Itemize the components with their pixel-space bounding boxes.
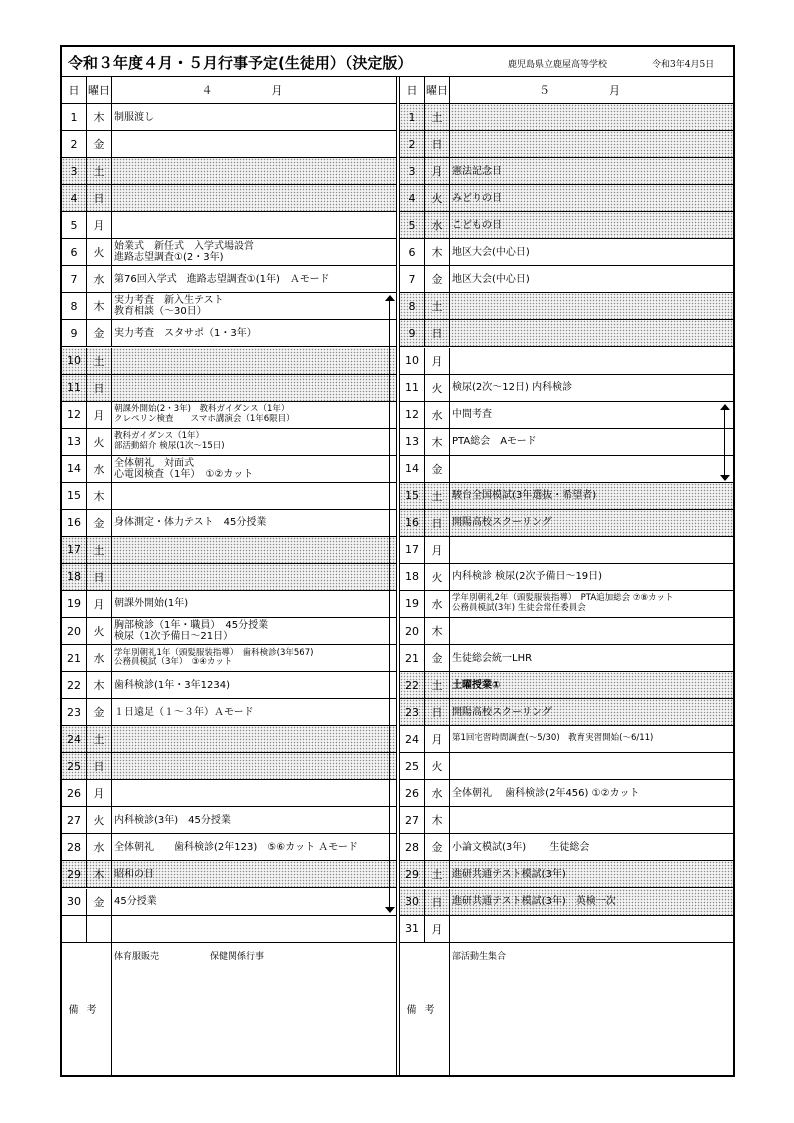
event-text: 全体朝礼 歯科検診(2年456) ①②カット bbox=[452, 787, 640, 799]
event-text bbox=[114, 185, 394, 211]
event-text bbox=[452, 537, 731, 563]
weekday: 水 bbox=[87, 834, 112, 860]
day-number: 6 bbox=[400, 239, 425, 265]
weekday: 金 bbox=[425, 456, 450, 482]
day-number: 21 bbox=[62, 645, 87, 671]
event-text: 検尿(2次～12日) 内科検診 bbox=[452, 382, 573, 394]
weekday: 火 bbox=[87, 807, 112, 833]
table-row bbox=[62, 753, 396, 780]
table-row bbox=[62, 672, 396, 699]
day-number: 20 bbox=[62, 618, 87, 644]
event-text: 制服渡し bbox=[114, 111, 154, 123]
table-row bbox=[400, 131, 733, 158]
table-row bbox=[400, 104, 733, 131]
table-row bbox=[400, 618, 733, 645]
day-number: 14 bbox=[62, 456, 87, 482]
weekday: 金 bbox=[425, 645, 450, 671]
day-number: 29 bbox=[400, 861, 425, 887]
table-row bbox=[400, 158, 733, 185]
weekday: 水 bbox=[87, 456, 112, 482]
event-text: 胸部検診（1年・職員） 45分授業 検尿（1次予備日～21日） bbox=[114, 620, 269, 643]
remarks-section bbox=[62, 943, 396, 1075]
table-row bbox=[400, 834, 733, 861]
day-number: 19 bbox=[62, 591, 87, 617]
event-text bbox=[114, 780, 394, 806]
weekday: 火 bbox=[87, 429, 112, 455]
day-number: 26 bbox=[62, 780, 87, 806]
event-text: 実力考査 スタサポ（1・3年） bbox=[114, 327, 257, 339]
day-number: 8 bbox=[400, 293, 425, 319]
event-text: 歯科検診(1年・3年1234) bbox=[114, 679, 230, 691]
weekday: 水 bbox=[87, 645, 112, 671]
event-text bbox=[114, 375, 394, 401]
day-number: 4 bbox=[400, 185, 425, 211]
weekday: 木 bbox=[425, 239, 450, 265]
day-number: 10 bbox=[400, 348, 425, 374]
event-text: みどりの日 bbox=[452, 192, 502, 204]
day-number: 3 bbox=[62, 158, 87, 184]
event-text bbox=[452, 131, 731, 157]
month-header: ４ 月 bbox=[201, 83, 307, 97]
event-text: 中間考査 bbox=[452, 409, 492, 421]
event-text bbox=[452, 293, 731, 319]
event-text: 内科検診 検尿(2次予備日～19日) bbox=[452, 571, 603, 583]
day-number: 17 bbox=[62, 537, 87, 563]
weekday: 火 bbox=[87, 239, 112, 265]
weekday: 日 bbox=[425, 889, 450, 915]
table-row bbox=[62, 429, 396, 456]
weekday: 月 bbox=[425, 158, 450, 184]
table-row bbox=[400, 672, 733, 699]
month-header: ５ 月 bbox=[539, 83, 644, 97]
table-row bbox=[62, 591, 396, 618]
weekday: 水 bbox=[425, 591, 450, 617]
table-row bbox=[400, 537, 733, 564]
weekday-header: 曜日 bbox=[425, 77, 450, 103]
weekday: 木 bbox=[87, 672, 112, 698]
table-row bbox=[400, 510, 733, 537]
event-text bbox=[452, 320, 731, 346]
table-row bbox=[400, 889, 733, 916]
remarks-note: 保健関係行事 bbox=[210, 951, 265, 962]
day-number: 22 bbox=[62, 672, 87, 698]
weekday: 月 bbox=[87, 780, 112, 806]
day-number: 17 bbox=[400, 537, 425, 563]
table-row bbox=[62, 510, 396, 537]
weekday: 月 bbox=[425, 537, 450, 563]
table-row bbox=[62, 916, 396, 943]
table-row bbox=[62, 266, 396, 293]
day-number: 5 bbox=[400, 212, 425, 238]
weekday: 日 bbox=[425, 320, 450, 346]
weekday: 土 bbox=[87, 348, 112, 374]
table-row bbox=[62, 726, 396, 753]
event-text bbox=[452, 807, 731, 833]
table-row bbox=[62, 212, 396, 239]
table-row bbox=[62, 320, 396, 347]
day-number: 2 bbox=[62, 131, 87, 157]
event-text: 地区大会(中心日) bbox=[452, 273, 530, 285]
day-number: 30 bbox=[400, 889, 425, 915]
table-row bbox=[400, 807, 733, 834]
weekday: 火 bbox=[425, 375, 450, 401]
period-arrow-icon bbox=[385, 295, 395, 913]
day-number: 27 bbox=[62, 807, 87, 833]
day-number: 22 bbox=[400, 672, 425, 698]
period-arrow-icon bbox=[720, 404, 730, 481]
event-text: こどもの日 bbox=[452, 219, 502, 231]
table-row bbox=[62, 699, 396, 726]
day-number: 15 bbox=[62, 483, 87, 509]
day-number: 5 bbox=[62, 212, 87, 238]
weekday: 木 bbox=[87, 861, 112, 887]
table-row bbox=[62, 402, 396, 429]
weekday: 日 bbox=[87, 753, 112, 779]
day-number bbox=[62, 916, 87, 942]
day-number: 4 bbox=[62, 185, 87, 211]
table-row bbox=[62, 185, 396, 212]
table-row bbox=[62, 158, 396, 185]
weekday: 日 bbox=[87, 564, 112, 590]
weekday: 火 bbox=[425, 185, 450, 211]
day-number: 10 bbox=[62, 348, 87, 374]
day-number: 24 bbox=[62, 726, 87, 752]
weekday: 金 bbox=[87, 699, 112, 725]
weekday: 木 bbox=[425, 807, 450, 833]
table-row bbox=[400, 780, 733, 807]
weekday: 木 bbox=[87, 293, 112, 319]
table-row bbox=[62, 483, 396, 510]
event-text: 駿台全国模試(3年選抜・希望者) bbox=[452, 490, 597, 502]
table-row bbox=[62, 564, 396, 591]
table-row bbox=[62, 456, 396, 483]
table-row bbox=[400, 456, 733, 483]
page-title: 令和３年度４月・５月行事予定(生徒用）（決定版） bbox=[68, 54, 413, 72]
weekday: 木 bbox=[425, 429, 450, 455]
table-row bbox=[400, 699, 733, 726]
day-number: 18 bbox=[62, 564, 87, 590]
event-text bbox=[452, 456, 731, 482]
day-number: 26 bbox=[400, 780, 425, 806]
table-row bbox=[400, 429, 733, 456]
day-number: 9 bbox=[62, 320, 87, 346]
event-text bbox=[452, 348, 731, 374]
weekday bbox=[87, 916, 112, 942]
event-text bbox=[114, 212, 394, 238]
weekday: 土 bbox=[87, 158, 112, 184]
table-row bbox=[400, 185, 733, 212]
table-row bbox=[400, 483, 733, 510]
event-text: 小論文模試(3年) 生徒総会 bbox=[452, 841, 590, 853]
table-row bbox=[400, 266, 733, 293]
day-number: 25 bbox=[400, 753, 425, 779]
table-row bbox=[62, 645, 396, 672]
event-text: 第1回宅習時間調査(～5/30) 教育実習開始(～6/11) bbox=[452, 733, 654, 744]
day-number: 11 bbox=[62, 375, 87, 401]
day-number: 27 bbox=[400, 807, 425, 833]
event-text bbox=[452, 618, 731, 644]
day-number: 18 bbox=[400, 564, 425, 590]
day-header: 日 bbox=[400, 77, 425, 103]
event-text bbox=[114, 158, 394, 184]
day-number: 16 bbox=[400, 510, 425, 536]
table-row bbox=[400, 402, 733, 429]
event-text: 第76回入学式 進路志望調査①(1年) Ａモード bbox=[114, 273, 330, 285]
weekday-header: 曜日 bbox=[87, 77, 112, 103]
weekday: 日 bbox=[425, 131, 450, 157]
event-text: 教科ガイダンス（1年） 部活動紹介 検尿(1次～15日) bbox=[114, 431, 225, 451]
weekday: 日 bbox=[87, 185, 112, 211]
event-text: 土曜授業① bbox=[452, 679, 501, 691]
day-number: 16 bbox=[62, 510, 87, 536]
weekday: 金 bbox=[425, 266, 450, 292]
remarks-note: 部活動生集合 bbox=[452, 951, 507, 962]
day-number: 15 bbox=[400, 483, 425, 509]
event-text: 朝課外開始(1年) bbox=[114, 598, 189, 610]
event-text: １日遠足（１～３年）Ａモード bbox=[114, 706, 254, 718]
day-number: 3 bbox=[400, 158, 425, 184]
event-text bbox=[114, 348, 394, 374]
event-text bbox=[114, 726, 394, 752]
weekday: 土 bbox=[87, 726, 112, 752]
weekday: 水 bbox=[87, 266, 112, 292]
table-row bbox=[400, 645, 733, 672]
day-number: 23 bbox=[400, 699, 425, 725]
event-text bbox=[114, 131, 394, 157]
event-text bbox=[114, 564, 394, 590]
table-row bbox=[62, 104, 396, 131]
event-text: 全体朝礼 対面式 心電図検査（1年） ①②カット bbox=[114, 457, 254, 480]
weekday: 月 bbox=[87, 402, 112, 428]
day-number: 8 bbox=[62, 293, 87, 319]
table-row bbox=[62, 537, 396, 564]
remarks-label: 備考 bbox=[62, 943, 112, 1075]
weekday: 月 bbox=[87, 591, 112, 617]
weekday: 木 bbox=[87, 483, 112, 509]
table-row bbox=[62, 807, 396, 834]
day-number: 2 bbox=[400, 131, 425, 157]
day-number: 28 bbox=[400, 834, 425, 860]
table-row bbox=[62, 780, 396, 807]
weekday: 土 bbox=[425, 861, 450, 887]
remarks-note: 体育服販売 bbox=[114, 951, 160, 962]
day-number: 21 bbox=[400, 645, 425, 671]
event-text bbox=[452, 916, 731, 942]
event-text: 全体朝礼 歯科検診(2年123) ⑤⑥カット Ａモード bbox=[114, 841, 358, 853]
event-text: 身体測定・体力テスト 45分授業 bbox=[114, 517, 267, 529]
event-text: 内科検診(3年) 45分授業 bbox=[114, 814, 231, 826]
weekday: 金 bbox=[87, 510, 112, 536]
weekday: 木 bbox=[425, 618, 450, 644]
weekday: 金 bbox=[425, 834, 450, 860]
day-number: 12 bbox=[400, 402, 425, 428]
day-number: 12 bbox=[62, 402, 87, 428]
table-row bbox=[400, 564, 733, 591]
table-row bbox=[400, 591, 733, 618]
weekday: 金 bbox=[87, 320, 112, 346]
day-number: 28 bbox=[62, 834, 87, 860]
table-row bbox=[62, 375, 396, 402]
table-row bbox=[400, 239, 733, 266]
weekday: 月 bbox=[425, 916, 450, 942]
day-number: 19 bbox=[400, 591, 425, 617]
day-number: 13 bbox=[62, 429, 87, 455]
event-text: PTA総会 Aモード bbox=[452, 436, 537, 448]
table-row bbox=[62, 889, 396, 916]
table-row bbox=[62, 861, 396, 888]
day-number: 14 bbox=[400, 456, 425, 482]
table-row bbox=[400, 375, 733, 402]
day-number: 1 bbox=[400, 104, 425, 130]
day-number: 11 bbox=[400, 375, 425, 401]
event-text: 進研共通テスト模試(3年) 英検一次 bbox=[452, 896, 616, 908]
event-text: 昭和の日 bbox=[114, 868, 154, 880]
weekday: 水 bbox=[425, 212, 450, 238]
weekday: 火 bbox=[87, 618, 112, 644]
event-text: 憲法記念日 bbox=[452, 165, 502, 177]
table-row bbox=[400, 726, 733, 753]
event-text: 45分授業 bbox=[114, 896, 157, 908]
table-row bbox=[400, 212, 733, 239]
event-text bbox=[114, 753, 394, 779]
event-text: 始業式 新任式 入学式場設営 進路志望調査①(2・3年) bbox=[114, 241, 254, 264]
weekday: 日 bbox=[87, 375, 112, 401]
event-text bbox=[452, 753, 731, 779]
event-text: 進研共通テスト模試(3年) bbox=[452, 868, 566, 880]
weekday: 火 bbox=[425, 753, 450, 779]
day-number: 20 bbox=[400, 618, 425, 644]
schedule-sheet bbox=[60, 45, 735, 1077]
weekday: 土 bbox=[87, 537, 112, 563]
event-text: 生徒総会統一LHR bbox=[452, 652, 533, 664]
event-text: 学年別朝礼1年（頭髪服装指導） 歯科検診(3年567) 公務員模試（3年） ③④カット bbox=[114, 647, 314, 668]
table-row bbox=[62, 618, 396, 645]
weekday: 金 bbox=[87, 889, 112, 915]
event-text bbox=[114, 916, 394, 942]
table-row bbox=[400, 861, 733, 888]
weekday: 月 bbox=[425, 726, 450, 752]
april-header-row bbox=[62, 77, 396, 104]
event-text bbox=[452, 104, 731, 130]
issue-date: 令和3年4月5日 bbox=[652, 60, 715, 70]
weekday: 金 bbox=[87, 131, 112, 157]
day-number: 29 bbox=[62, 861, 87, 887]
weekday: 月 bbox=[87, 212, 112, 238]
day-number: 13 bbox=[400, 429, 425, 455]
remarks-section bbox=[400, 943, 733, 1075]
weekday: 日 bbox=[425, 510, 450, 536]
day-number: 7 bbox=[400, 266, 425, 292]
day-number: 30 bbox=[62, 889, 87, 915]
day-number: 24 bbox=[400, 726, 425, 752]
weekday: 水 bbox=[425, 780, 450, 806]
day-number: 1 bbox=[62, 104, 87, 130]
event-text: 実力考査 新入生テスト 教育相談（～30日） bbox=[114, 295, 224, 318]
event-text: 朝課外開始(2・3年) 教科ガイダンス（1年） クレペリン検査 スマホ講演会（1年6限目） bbox=[114, 404, 295, 424]
table-row bbox=[62, 239, 396, 266]
weekday: 水 bbox=[425, 402, 450, 428]
day-number: 25 bbox=[62, 753, 87, 779]
table-row bbox=[62, 834, 396, 861]
table-row bbox=[400, 320, 733, 347]
school-name: 鹿児島県立鹿屋高等学校 bbox=[508, 60, 608, 70]
table-row bbox=[62, 131, 396, 158]
table-row bbox=[400, 293, 733, 320]
event-text: 開陽高校スクーリング bbox=[452, 517, 552, 529]
day-number: 23 bbox=[62, 699, 87, 725]
day-number: 6 bbox=[62, 239, 87, 265]
remarks-label: 備考 bbox=[400, 943, 450, 1075]
table-row bbox=[62, 293, 396, 320]
table-row bbox=[400, 916, 733, 943]
weekday: 木 bbox=[87, 104, 112, 130]
weekday: 月 bbox=[425, 348, 450, 374]
day-number: 31 bbox=[400, 916, 425, 942]
day-number: 7 bbox=[62, 266, 87, 292]
may-header-row bbox=[400, 77, 733, 104]
event-text bbox=[114, 483, 394, 509]
table-row bbox=[62, 348, 396, 375]
weekday: 土 bbox=[425, 672, 450, 698]
weekday: 日 bbox=[425, 699, 450, 725]
weekday: 土 bbox=[425, 104, 450, 130]
day-header: 日 bbox=[62, 77, 87, 103]
event-text: 学年別朝礼2年（頭髪服装指導） PTA追加総会 ⑦⑧カット 公務員模試(3年) 生徒会常任委員会 bbox=[452, 593, 674, 613]
event-text: 地区大会(中心日) bbox=[452, 246, 530, 258]
table-row bbox=[400, 348, 733, 375]
table-row bbox=[400, 753, 733, 780]
weekday: 土 bbox=[425, 293, 450, 319]
weekday: 土 bbox=[425, 483, 450, 509]
weekday: 火 bbox=[425, 564, 450, 590]
day-number: 9 bbox=[400, 320, 425, 346]
event-text: 開陽高校スクーリング bbox=[452, 706, 552, 718]
event-text bbox=[114, 537, 394, 563]
header bbox=[62, 47, 733, 77]
